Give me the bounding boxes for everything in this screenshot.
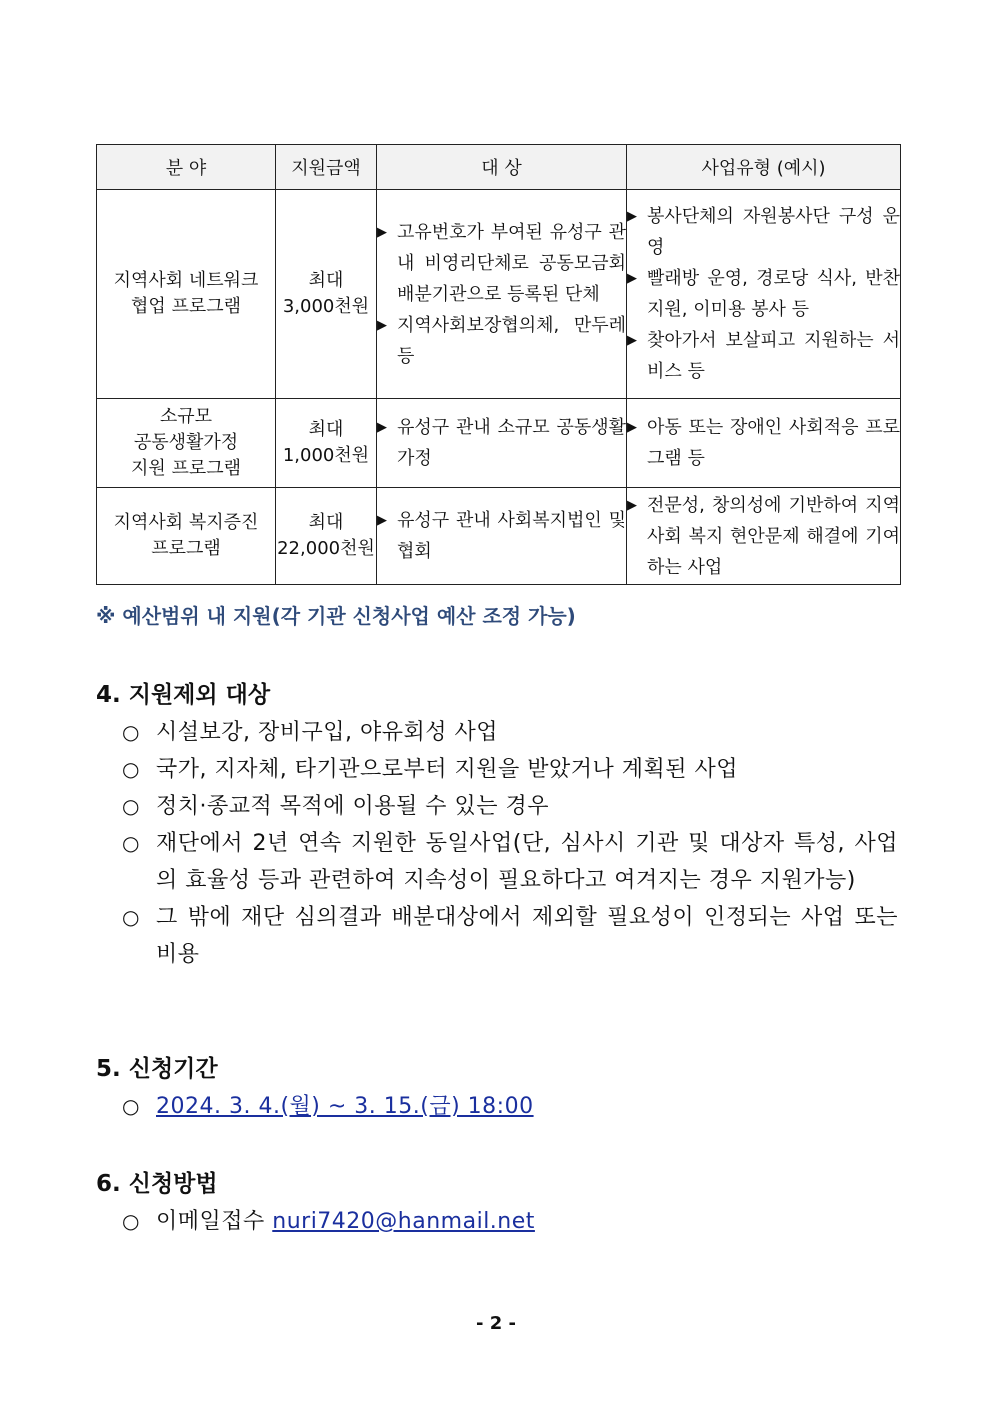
section-title-exclusions: 4. 지원제외 대상 [96, 682, 271, 708]
list-item: ○ 시설보강, 장비구입, 야유회성 사업 [122, 714, 898, 751]
list-item: ○ 재단에서 2년 연속 지원한 동일사업(단, 심사시 기관 및 대상자 특성, 사업의 효율성 등과 관련하여 지속성이 필요하다고 여겨지는 경우 지원가능) [122, 825, 898, 899]
row-amount [276, 190, 377, 399]
amount-value: 3,000천원 [282, 296, 370, 317]
row-targets [377, 399, 627, 488]
list-item: ○ 국가, 지자체, 타기관으로부터 지원을 받았거나 계획된 사업 [122, 751, 898, 788]
row-amount [276, 399, 377, 488]
circle-bullet-icon: ○ [122, 1209, 140, 1233]
budget-note: ※ 예산범위 내 지원(각 기관 신청사업 예산 조정 가능) [96, 604, 576, 628]
table-row [97, 399, 901, 488]
row-amount [276, 488, 377, 585]
method-label: 이메일접수 [156, 1209, 265, 1234]
list-item: ○ 정치·종교적 목적에 이용될 수 있는 경우 [122, 788, 898, 825]
example-item: ▶ 찾아가서 보살피고 지원하는 서비스 등 [627, 325, 900, 387]
amount-prefix: 최대 [308, 512, 344, 533]
triangle-bullet-icon: ▶ [627, 333, 637, 348]
circle-bullet-icon: ○ [122, 757, 140, 781]
row-targets [377, 488, 627, 585]
page-number: - 2 - [476, 1313, 516, 1334]
row-targets [377, 190, 627, 399]
amount-value: 22,000천원 [277, 538, 375, 559]
header-amount: 지원금액 [276, 145, 377, 190]
email-link[interactable]: nuri7420@hanmail.net [272, 1209, 535, 1234]
example-item: ▶ 전문성, 창의성에 기반하여 지역사회 복지 현안문제 해결에 기여하는 사업 [627, 490, 900, 583]
list-item [122, 1203, 898, 1240]
triangle-bullet-icon: ▶ [377, 513, 387, 528]
example-item: ▶ 봉사단체의 자원봉사단 구성 운영 [627, 201, 900, 263]
triangle-bullet-icon: ▶ [627, 497, 637, 513]
circle-bullet-icon: ○ [122, 831, 140, 855]
row-field: 지역사회 복지증진 프로그램 [97, 488, 276, 585]
table-header-row [97, 145, 901, 190]
triangle-bullet-icon: ▶ [377, 224, 387, 240]
period-list [122, 1088, 898, 1125]
list-item [122, 1088, 898, 1125]
section-title-period: 5. 신청기간 [96, 1056, 218, 1082]
target-item: ▶ 유성구 관내 사회복지법인 및 협회 [377, 505, 626, 567]
row-field: 소규모 공동생활가정 지원 프로그램 [97, 399, 276, 488]
triangle-bullet-icon: ▶ [627, 209, 637, 224]
amount-value: 1,000천원 [282, 445, 370, 466]
circle-bullet-icon: ○ [122, 720, 140, 744]
application-period-link[interactable]: 2024. 3. 4.(월) ~ 3. 15.(금) 18:00 [156, 1094, 534, 1119]
table-row [97, 190, 901, 399]
triangle-bullet-icon: ▶ [377, 420, 387, 435]
row-examples [627, 399, 901, 488]
exclusion-list [122, 714, 898, 973]
amount-prefix: 최대 [308, 270, 344, 291]
example-item: ▶ 아동 또는 장애인 사회적응 프로그램 등 [627, 412, 900, 474]
target-item: ▶ 유성구 관내 소규모 공동생활가정 [377, 412, 626, 474]
circle-bullet-icon: ○ [122, 1094, 140, 1118]
amount-prefix: 최대 [308, 419, 344, 440]
triangle-bullet-icon: ▶ [377, 317, 387, 333]
triangle-bullet-icon: ▶ [627, 420, 637, 435]
circle-bullet-icon: ○ [122, 794, 140, 818]
target-item: ▶ 고유번호가 부여된 유성구 관내 비영리단체로 공동모금회 배분기관으로 등록된 단체 [377, 217, 626, 310]
list-item: ○ 그 밖에 재단 심의결과 배분대상에서 제외할 필요성이 인정되는 사업 또는 비용 [122, 899, 898, 973]
row-examples [627, 488, 901, 585]
section-title-method: 6. 신청방법 [96, 1171, 218, 1197]
table-row [97, 488, 901, 585]
circle-bullet-icon: ○ [122, 905, 140, 929]
row-examples [627, 190, 901, 399]
header-target: 대 상 [377, 145, 627, 190]
row-field: 지역사회 네트워크 협업 프로그램 [97, 190, 276, 399]
method-list [122, 1203, 898, 1240]
header-field: 분 야 [97, 145, 276, 190]
support-table [96, 144, 901, 585]
triangle-bullet-icon: ▶ [627, 271, 637, 286]
example-item: ▶ 빨래방 운영, 경로당 식사, 반찬 지원, 이미용 봉사 등 [627, 263, 900, 325]
target-item: ▶ 지역사회보장협의체, 만두레 등 [377, 310, 626, 372]
header-example: 사업유형 (예시) [627, 145, 901, 190]
